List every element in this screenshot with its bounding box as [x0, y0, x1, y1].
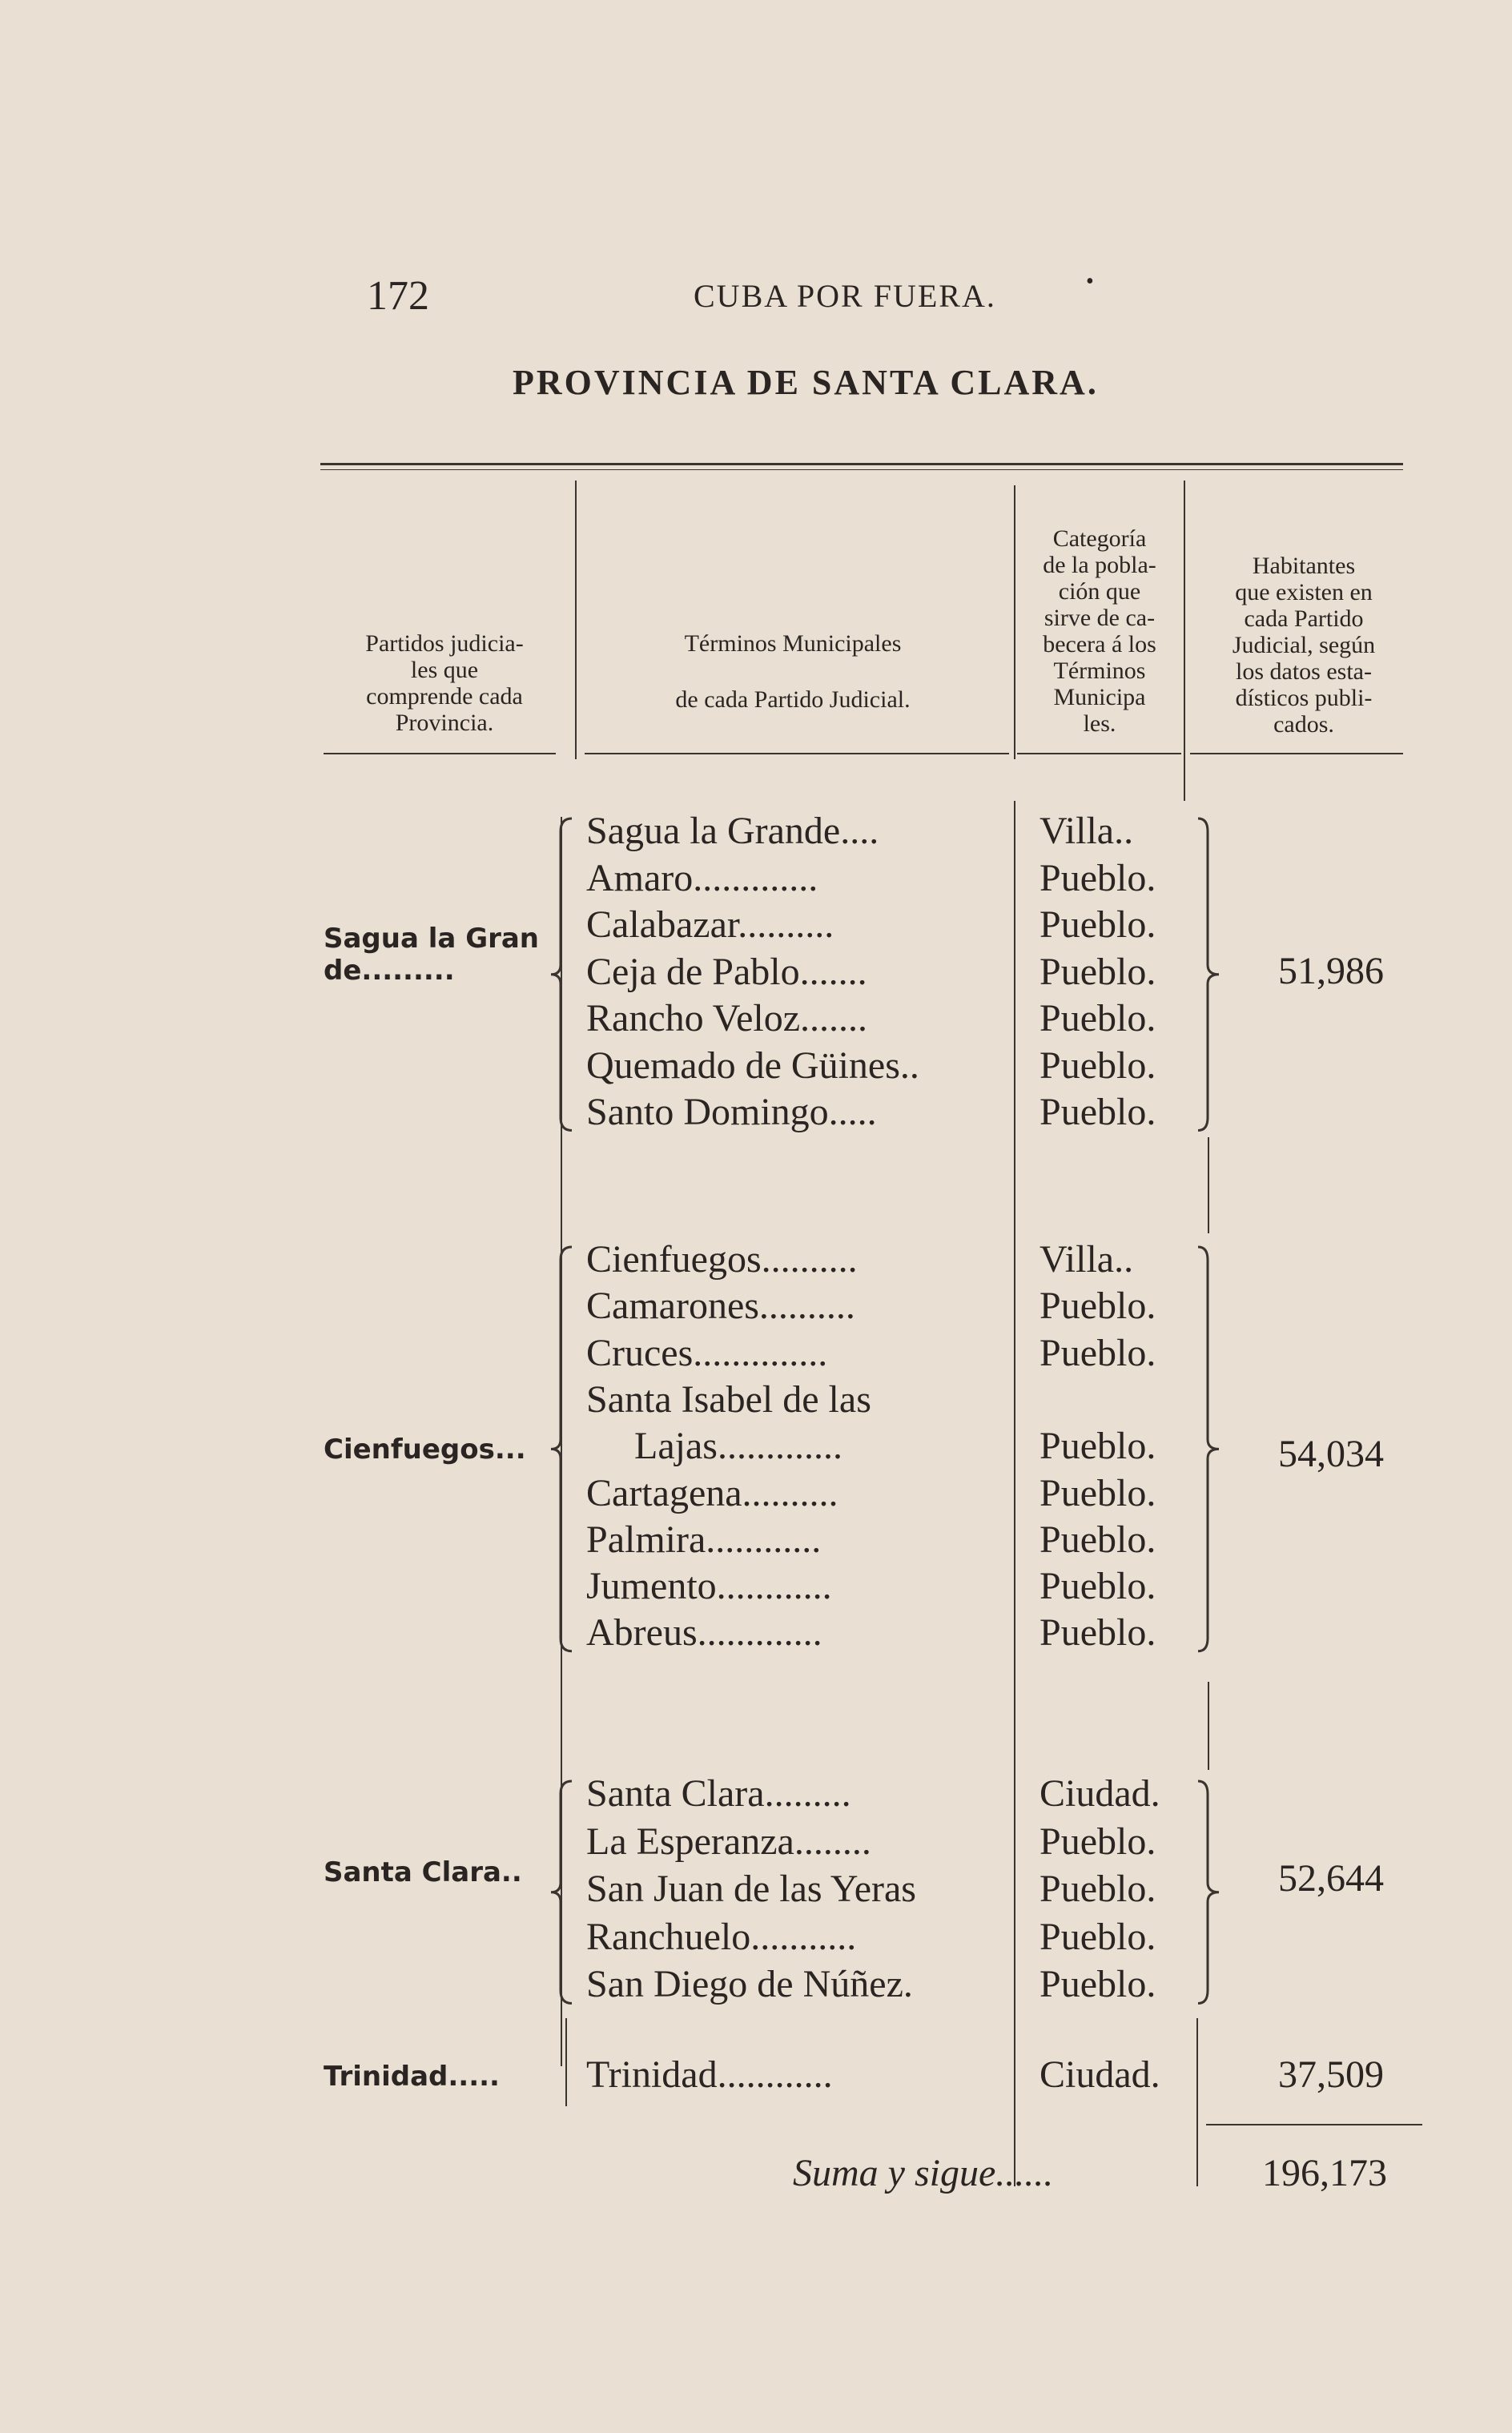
termino-municipal: Ceja de Pablo.......	[586, 950, 867, 993]
categoria-poblacion: Ciudad.	[1040, 2053, 1160, 2096]
termino-municipal: Lajas.............	[634, 1425, 842, 1468]
header-underline	[1017, 753, 1181, 754]
header-line: Provincia.	[395, 710, 494, 736]
termino-municipal: Santa Isabel de las	[586, 1377, 871, 1421]
categoria-poblacion: Pueblo.	[1040, 1611, 1156, 1655]
header-line: becera á los	[1043, 631, 1156, 658]
termino-municipal: Ranchuelo...........	[586, 1915, 857, 1958]
categoria-poblacion: Pueblo.	[1040, 1963, 1156, 2005]
left-brace	[541, 0, 573, 2433]
partido-line: Cienfuegos...	[324, 1434, 526, 1466]
partido-label	[324, 2061, 500, 2093]
section-title: PROVINCIA DE SANTA CLARA.	[513, 363, 1099, 402]
running-head: CUBA POR FUERA.	[694, 278, 996, 314]
categoria-poblacion: Pueblo.	[1040, 1565, 1156, 1608]
categoria-poblacion: Pueblo.	[1040, 856, 1156, 899]
termino-municipal: Cienfuegos..........	[586, 1238, 858, 1281]
partido-label	[324, 1434, 526, 1466]
termino-municipal: Cartagena..........	[586, 1471, 838, 1514]
termino-municipal: Quemado de Güines..	[586, 1044, 919, 1087]
header-line: dísticos publi-	[1235, 685, 1373, 711]
termino-municipal: Amaro.............	[586, 856, 818, 899]
categoria-poblacion: Pueblo.	[1040, 997, 1156, 1040]
top-rule-thin	[320, 469, 1403, 470]
termino-municipal: Camarones..........	[586, 1285, 855, 1328]
header-line: cada Partido	[1244, 605, 1364, 632]
termino-municipal: Jumento............	[586, 1565, 832, 1608]
page-number: 172	[367, 273, 429, 319]
categoria-poblacion: Pueblo.	[1040, 1285, 1156, 1328]
column-divider	[1014, 801, 1015, 2186]
habitantes-total: 52,644	[1278, 1857, 1384, 1900]
categoria-poblacion: Pueblo.	[1040, 1331, 1156, 1374]
header-underline	[324, 753, 556, 754]
categoria-poblacion: Pueblo.	[1040, 1915, 1156, 1958]
termino-municipal: Sagua la Grande....	[586, 810, 879, 852]
header-line: Habitantes	[1252, 553, 1356, 579]
categoria-poblacion: Pueblo.	[1040, 1044, 1156, 1087]
categoria-poblacion: Pueblo.	[1040, 1820, 1156, 1863]
header-line: Términos	[1053, 658, 1146, 684]
header-categoria	[1015, 525, 1184, 737]
categoria-poblacion: Pueblo.	[1040, 1425, 1156, 1468]
habitantes-total: 37,509	[1278, 2053, 1384, 2096]
header-terminos-sub: de cada Partido Judicial.	[675, 686, 911, 713]
habitantes-total: 54,034	[1278, 1433, 1384, 1475]
termino-municipal: La Esperanza........	[586, 1820, 871, 1863]
header-line: ción que	[1058, 578, 1141, 605]
header-line: Judicial, según	[1232, 632, 1376, 658]
partido-line: de.........	[324, 955, 455, 987]
categoria-poblacion: Pueblo.	[1040, 903, 1156, 946]
termino-municipal: Trinidad............	[586, 2053, 833, 2096]
header-line: les que	[410, 657, 479, 683]
suma-total: 196,173	[1262, 2152, 1387, 2194]
categoria-poblacion: Pueblo.	[1040, 950, 1156, 993]
termino-municipal: Cruces..............	[586, 1331, 828, 1374]
ornament-mark: •	[1086, 269, 1094, 294]
header-partidos	[320, 630, 569, 736]
header-line: cados.	[1273, 711, 1334, 738]
header-terminos: Términos Municipales	[684, 630, 902, 657]
header-line: Categoría	[1052, 525, 1147, 552]
header-line: que existen en	[1235, 579, 1373, 605]
header-underline	[585, 753, 1009, 754]
right-brace	[1192, 0, 1232, 2433]
termino-municipal: Santo Domingo.....	[586, 1091, 877, 1133]
partido-line: Santa Clara..	[324, 1856, 522, 1888]
termino-municipal: Palmira............	[586, 1518, 822, 1561]
habitantes-total: 51,986	[1278, 950, 1384, 992]
categoria-poblacion: Pueblo.	[1040, 1868, 1156, 1910]
partido-label	[324, 923, 539, 987]
partido-label	[324, 1856, 522, 1888]
header-line: Municipa	[1053, 684, 1146, 710]
header-line: comprende cada	[366, 683, 523, 710]
top-rule	[320, 463, 1403, 465]
header-line: de la pobla-	[1043, 552, 1156, 578]
header-divider	[575, 481, 577, 759]
termino-municipal: San Juan de las Yeras	[586, 1868, 916, 1910]
termino-municipal: Calabazar..........	[586, 903, 834, 946]
single-row-bar	[565, 2018, 567, 2106]
termino-municipal: San Diego de Núñez.	[586, 1963, 913, 2005]
partido-line: Trinidad.....	[324, 2061, 500, 2093]
categoria-poblacion: Pueblo.	[1040, 1091, 1156, 1133]
termino-municipal: Abreus.............	[586, 1611, 822, 1655]
header-line: Partidos judicia-	[365, 630, 524, 657]
termino-municipal: Rancho Veloz.......	[586, 997, 868, 1040]
suma-y-sigue-label: Suma y sigue......	[793, 2152, 1054, 2194]
categoria-poblacion: Villa..	[1040, 1238, 1134, 1281]
header-line: sirve de ca-	[1044, 605, 1156, 631]
categoria-poblacion: Ciudad.	[1040, 1772, 1160, 1815]
categoria-poblacion: Pueblo.	[1040, 1471, 1156, 1514]
categoria-poblacion: Pueblo.	[1040, 1518, 1156, 1561]
total-rule	[1206, 2124, 1422, 2125]
termino-municipal: Santa Clara.........	[586, 1772, 851, 1815]
header-line: les.	[1083, 710, 1116, 737]
header-line: los datos esta-	[1236, 658, 1372, 685]
partido-line: Sagua la Gran	[324, 923, 540, 955]
categoria-poblacion: Villa..	[1040, 810, 1134, 852]
